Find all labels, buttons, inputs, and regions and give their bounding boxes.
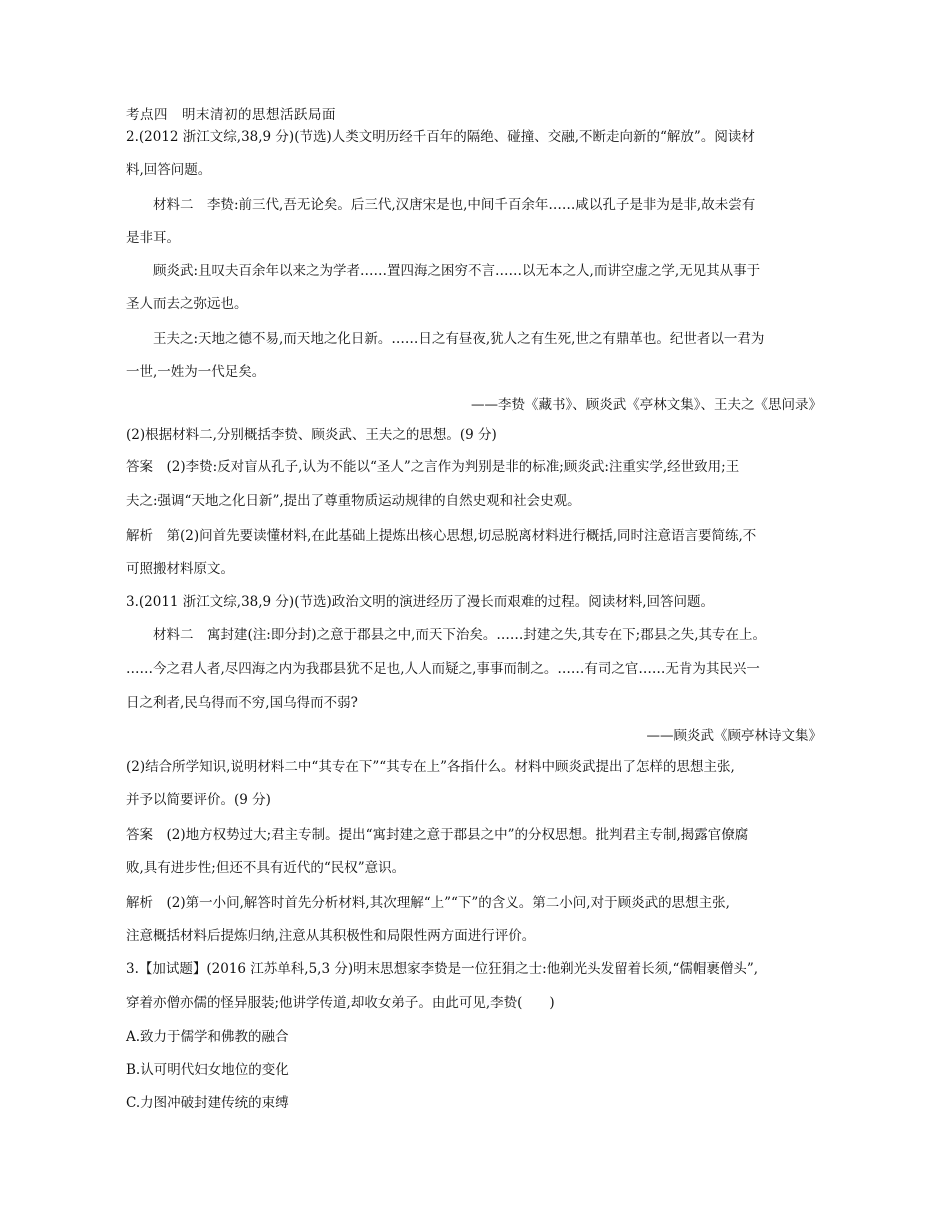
q1-analysis: 解析 第(2)问首先要读懂材料,在此基础上提炼出核心思想,切忌脱离材料进行概括,同时注意语言要简练,不 [126,528,757,544]
q2-material: 材料二 寓封建(注:即分封)之意于郡县之中,而天下治矣。……封建之失,其专在下;郡县之失,其专在上。 [153,627,767,643]
q1-material-gu-yanwu-cont: 圣人而去之弥远也。 [126,296,248,312]
q2-analysis: 解析 (2)第一小问,解答时首先分析材料,其次理解“上”“下”的含义。第二小问,对于顾炎武的思想主张, [126,895,730,911]
q1-analysis-cont: 可照搬材料原文。 [126,561,234,577]
q3-option-a: A.致力于儒学和佛教的融合 [126,1029,289,1045]
q3-option-b: B.认可明代妇女地位的变化 [126,1062,289,1078]
q1-stem-cont: 料,回答问题。 [126,162,212,178]
q2-sub-question: (2)结合所学知识,说明材料二中“其专在下”“其专在上”各指什么。材料中顾炎武提出了怎样的思想主张, [126,759,735,775]
q2-material-cont-2: 日之利者,民乌得而不穷,国乌得而不弱? [126,695,358,711]
q1-material-li-zhi-cont: 是非耳。 [126,230,180,246]
q2-sub-question-cont: 并予以简要评价。(9 分) [126,792,271,808]
q1-material-wang-fuzhi-cont: 一世,一姓为一代足矣。 [126,364,266,380]
q1-material-gu-yanwu: 顾炎武:且叹夫百余年以来之为学者……置四海之困穷不言……以无本之人,而讲空虚之学,无见其从事于 [153,263,761,279]
q2-material-cont-1: ……今之君人者,尽四海之内为我郡县犹不足也,人人而疑之,事事而制之。……有司之官……无肯为其民兴一 [126,661,760,677]
q1-source-citation: ——李贽《藏书》、顾炎武《亭林文集》、王夫之《思问录》 [471,397,822,413]
q3-stem-cont: 穿着亦僧亦儒的怪异服装;他讲学传道,却收女弟子。由此可见,李贽( ) [126,995,555,1011]
q2-answer: 答案 (2)地方权势过大;君主专制。提出“寓封建之意于郡县之中”的分权思想。批判君主专制,揭露官僚腐 [126,827,749,843]
q2-answer-cont: 败,具有进步性;但还不具有近代的“民权”意识。 [126,860,406,876]
q1-answer-cont: 夫之:强调“天地之化日新”,提出了尊重物质运动规律的自然史观和社会史观。 [126,493,581,509]
q2-stem: 3.(2011 浙江文综,38,9 分)(节选)政治文明的演进经历了漫长而艰难的过程。阅读材料,回答问题。 [126,594,715,610]
q1-stem: 2.(2012 浙江文综,38,9 分)(节选)人类文明历经千百年的隔绝、碰撞、交融,不断走向新的“解放”。阅读材 [126,129,755,145]
q1-sub-question: (2)根据材料二,分别概括李贽、顾炎武、王夫之的思想。(9 分) [126,427,497,443]
q3-stem: 3.【加试题】(2016 江苏单科,5,3 分)明末思想家李贽是一位狂狷之士:他剃光头发留着长须,“儒帽裹僧头”, [126,961,759,977]
q1-material-wang-fuzhi: 王夫之:天地之德不易,而天地之化日新。……日之有昼夜,犹人之有生死,世之有鼎革也。纪世者以一君为 [153,331,765,347]
q2-source-citation: ——顾炎武《顾亭林诗文集》 [646,728,822,744]
q1-material-li-zhi: 材料二 李贽:前三代,吾无论矣。后三代,汉唐宋是也,中间千百余年……咸以孔子是非为是非,故未尝有 [153,197,756,213]
q1-answer: 答案 (2)李贽:反对盲从孔子,认为不能以“圣人”之言作为判别是非的标准;顾炎武:注重实学,经世致用;王 [126,459,740,475]
section-title: 考点四 明末清初的思想活跃局面 [126,107,336,123]
q2-analysis-cont: 注意概括材料后提炼归纳,注意从其积极性和局限性两方面进行评价。 [126,928,536,944]
q3-option-c: C.力图冲破封建传统的束缚 [126,1095,289,1111]
